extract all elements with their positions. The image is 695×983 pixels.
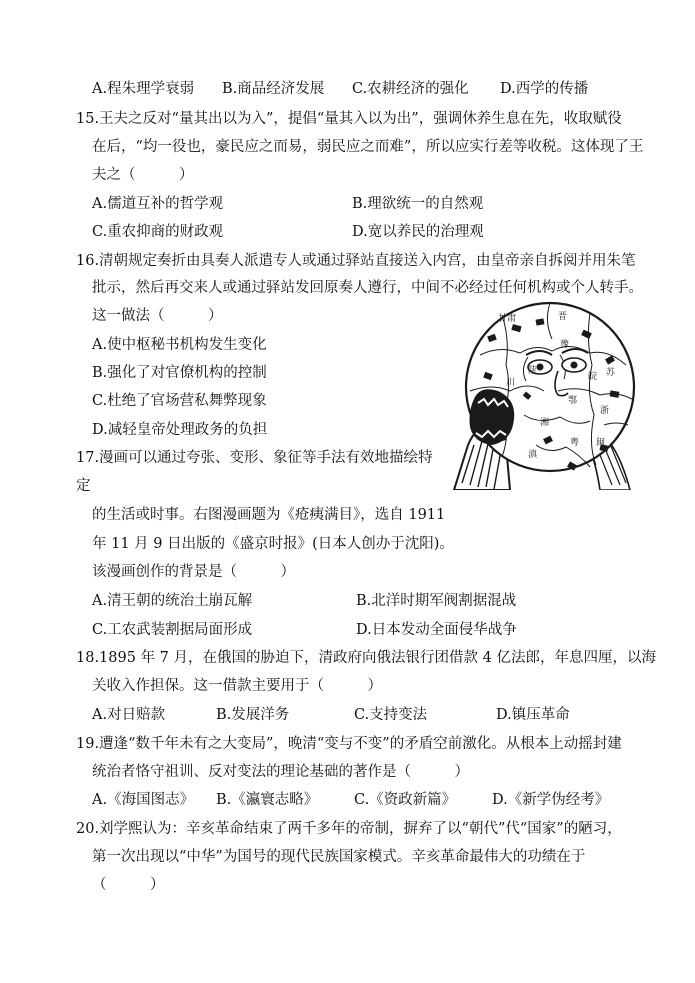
q18-stem-line-2: 关收入作担保。这一借款主要用于（ ） bbox=[92, 678, 382, 694]
cartoon-label-gansu: 甘肃 bbox=[498, 314, 517, 324]
q16-option-d: D.减轻皇帝处理政务的负担 bbox=[92, 422, 268, 438]
cartoon-label-dian: 滇 bbox=[528, 450, 538, 460]
q18-option-b: B.发展洋务 bbox=[216, 707, 290, 723]
q19-stem-line-2: 统治者恪守祖训、反对变法的理论基础的著作是（ ） bbox=[92, 764, 469, 780]
cartoon-label-min: 闽 bbox=[596, 438, 606, 448]
q15-option-b: B.理欲统一的自然观 bbox=[352, 196, 484, 212]
q15-stem-line-3: 夫之（ ） bbox=[92, 167, 194, 183]
q18-stem-line-1: 18.1895 年 7 月，在俄国的胁迫下，清政府向俄法银行团借款 4 亿法郎，年息四厘，以海 bbox=[76, 650, 656, 666]
q17-stem-line-1: 17.漫画可以通过夸张、变形、象征等手法有效地描绘特 bbox=[76, 450, 433, 466]
cartoon-label-shaan: 陕 bbox=[528, 366, 538, 376]
q17-option-b: B.北洋时期军阀割据混战 bbox=[356, 593, 517, 609]
q19-option-b: B.《瀛寰志略》 bbox=[216, 792, 319, 808]
q16-option-c: C.杜绝了官场营私舞弊现象 bbox=[92, 393, 267, 409]
q19-option-a: A.《海国图志》 bbox=[92, 792, 195, 808]
q15-option-d: D.宽以养民的治理观 bbox=[352, 224, 484, 240]
cartoon-label-jin: 晋 bbox=[558, 312, 568, 322]
q19-option-c: C.《资政新篇》 bbox=[354, 792, 457, 808]
q19-option-d: D.《新学伪经考》 bbox=[492, 792, 610, 808]
q17-option-c: C.工农武装割据局面形成 bbox=[92, 622, 253, 638]
q16-stem-line-3: 这一做法（ ） bbox=[92, 308, 223, 324]
q15-stem-line-1: 15.王夫之反对“量其出以为入”，提倡“量其入以为出”，强调休养生息在先，收取赋役 bbox=[76, 111, 622, 127]
q15-stem-line-2: 在后，“均一役也，豪民应之而易，弱民应之而难”，所以应实行差等收税。这体现了王 bbox=[92, 139, 644, 155]
q16-option-b: B.强化了对官僚机构的控制 bbox=[92, 365, 267, 381]
q17-stem-line-5: 该漫画创作的背景是（ ） bbox=[92, 564, 295, 580]
q17-option-d: D.日本发动全面侵华战争 bbox=[356, 622, 517, 638]
q16-stem-line-2: 批示，然后再交来人或通过驿站发回原奏人遵行，中间不必经过任何机构或个人转手。 bbox=[92, 280, 643, 296]
q18-option-d: D.镇压革命 bbox=[496, 707, 570, 723]
q20-stem-line-3: （ ） bbox=[92, 877, 165, 893]
cartoon-label-xiang: 湘 bbox=[540, 418, 550, 428]
q15-option-c: C.重农抑商的财政观 bbox=[92, 224, 224, 240]
cartoon-label-yue: 粤 bbox=[570, 438, 580, 448]
cartoon-illustration bbox=[440, 295, 640, 490]
q18-option-a: A.对日赔款 bbox=[92, 707, 166, 723]
cartoon-label-wan: 皖 bbox=[588, 372, 598, 382]
cartoon-label-yu: 豫 bbox=[560, 340, 570, 350]
q14-option-b: B.商品经济发展 bbox=[222, 81, 325, 97]
q14-option-a: A.程朱理学衰弱 bbox=[92, 81, 195, 97]
q16-option-a: A.使中枢秘书机构发生变化 bbox=[92, 337, 267, 353]
q17-stem-line-2: 定 bbox=[76, 478, 91, 494]
q15-option-a: A.儒道互补的哲学观 bbox=[92, 196, 224, 212]
q19-stem-line-1: 19.遭逢“数千年未有之大变局”，晚清“变与不变”的矛盾空前激化。从根本上动摇封建 bbox=[76, 736, 622, 752]
q20-stem-line-2: 第一次出现以“中华”为国号的现代民族国家模式。辛亥革命最伟大的功绩在于 bbox=[92, 849, 586, 865]
cartoon-label-su: 苏 bbox=[606, 368, 616, 378]
q20-stem-line-1: 20.刘学熙认为：辛亥革命结束了两千多年的帝制，摒弃了以“朝代”代“国家”的陋习， bbox=[76, 821, 622, 837]
q16-stem-line-1: 16.清朝规定奏折由具奏人派遣专人或通过驿站直接送入内宫，由皇帝亲自拆阅并用朱笔 bbox=[76, 253, 636, 269]
cartoon-label-e: 鄂 bbox=[568, 396, 578, 406]
q17-stem-line-3: 的生活或时事。右图漫画题为《疮痍满目》，选自 1911 bbox=[92, 507, 446, 523]
q17-option-a: A.清王朝的统治土崩瓦解 bbox=[92, 593, 253, 609]
q18-option-c: C.支持变法 bbox=[354, 707, 428, 723]
cartoon-svg bbox=[440, 295, 640, 490]
cartoon-label-zhe: 浙 bbox=[600, 406, 610, 416]
q14-option-d: D.西学的传播 bbox=[500, 81, 589, 97]
q17-stem-line-4: 年 11 月 9 日出版的《盛京时报》(日本人创办于沈阳)。 bbox=[92, 536, 454, 552]
cartoon-label-chuan: 川 bbox=[506, 378, 516, 388]
q14-option-c: C.农耕经济的强化 bbox=[352, 81, 469, 97]
